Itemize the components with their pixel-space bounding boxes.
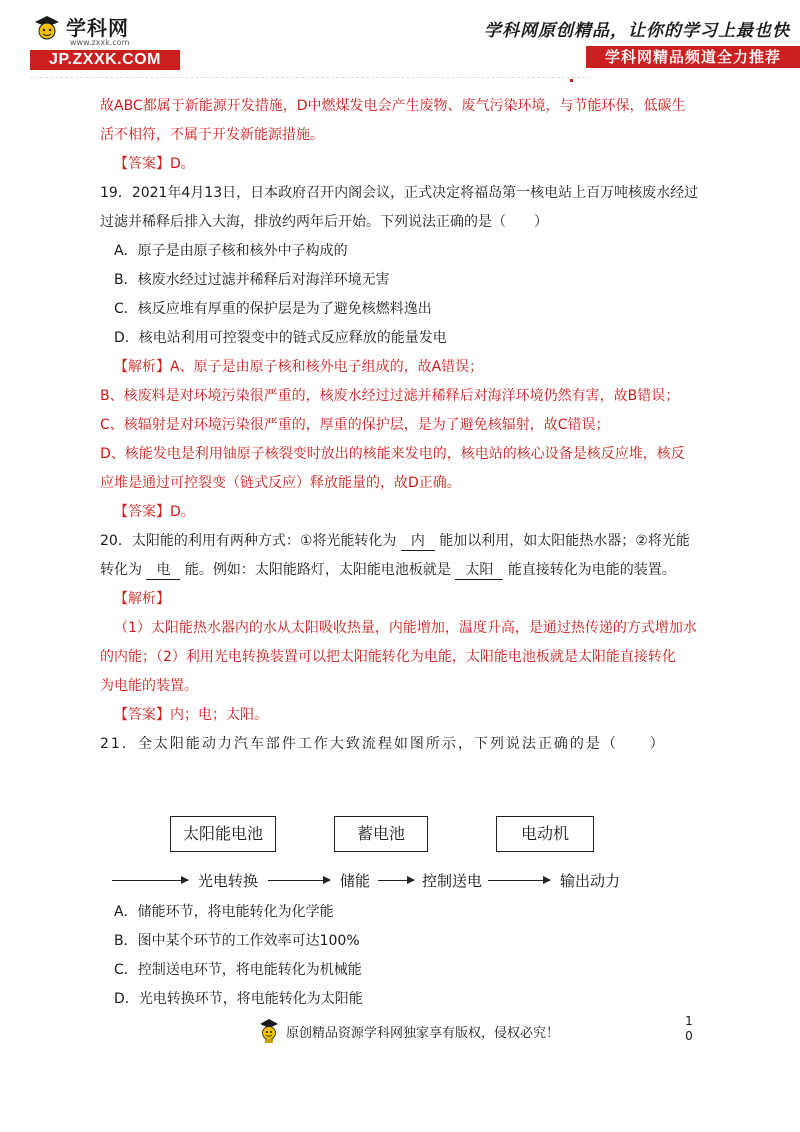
explanation-line: 故ABC都属于新能源开发措施，D中燃煤发电会产生废物、废气污染环境，与节能环保，低碳生 bbox=[100, 98, 686, 114]
brand-domain-bar: JP.ZXXK.COM bbox=[30, 50, 180, 70]
explanation-line: 应堆是通过可控裂变（链式反应）释放能量的，故D正确。 bbox=[100, 475, 461, 491]
explanation-line: （1）太阳能热水器内的水从太阳吸收热量，内能增加，温度升高，是通过热传递的方式增加水 bbox=[114, 620, 697, 636]
option-a: A．原子是由原子核和核外中子构成的 bbox=[114, 243, 348, 259]
header-tagline: 学科网精品频道全力推荐 bbox=[586, 46, 800, 68]
option-c: C．核反应堆有厚重的保护层是为了避免核燃料逸出 bbox=[114, 301, 432, 317]
solar-car-flow-diagram bbox=[112, 812, 652, 892]
flow-step-output: 输出动力 bbox=[560, 872, 621, 890]
answer-line: 【答案】内；电；太阳。 bbox=[114, 707, 268, 723]
brand-url: www.zxxk.com bbox=[70, 38, 130, 47]
q20-blank-3: 太阳 bbox=[455, 561, 503, 580]
explanation-line: 为电能的装置。 bbox=[100, 678, 198, 694]
q20-text: 转化为 bbox=[100, 562, 142, 578]
option-d: D．核电站利用可控裂变中的链式反应释放的能量发电 bbox=[114, 330, 447, 346]
page-footer bbox=[0, 1014, 800, 1054]
question-21-options bbox=[100, 898, 710, 1014]
box-battery: 蓄电池 bbox=[334, 816, 428, 852]
explanation-line: D、核能发电是利用铀原子核裂变时放出的核能来发电的，核电站的核心设备是核反应堆，核反 bbox=[100, 446, 685, 462]
q20-blank-2: 电 bbox=[146, 561, 180, 580]
page-number bbox=[684, 1014, 694, 1044]
header-slogan: 学科网原创精品，让你的学习上最也快 bbox=[484, 21, 790, 41]
box-solar-cell: 太阳能电池 bbox=[170, 816, 276, 852]
q20-text: 20．太阳能的利用有两种方式：①将光能转化为 bbox=[100, 533, 397, 549]
option-a: A．储能环节，将电能转化为化学能 bbox=[114, 904, 334, 920]
explanation-line: B、核废料是对环境污染很严重的，核废水经过过滤并稀释后对海洋环境仍然有害，故B错误； bbox=[100, 388, 680, 404]
option-d: D．光电转换环节，将电能转化为太阳能 bbox=[114, 991, 363, 1007]
flow-arrow bbox=[268, 880, 330, 881]
page-header bbox=[0, 0, 800, 80]
mascot-icon bbox=[258, 1018, 280, 1044]
flow-step-control: 控制送电 bbox=[422, 872, 483, 890]
explanation-line: C、核辐射是对环境污染很严重的，厚重的保护层，是为了避免核辐射，故C错误； bbox=[100, 417, 610, 433]
question-19-stem: 19．2021年4月13日，日本政府召开内阁会议，正式决定将福岛第一核电站上百万吨核废水经过 bbox=[100, 185, 699, 201]
option-c: C．控制送电环节，将电能转化为机械能 bbox=[114, 962, 362, 978]
brand-name: 学科网 bbox=[66, 16, 129, 40]
mascot-icon bbox=[32, 14, 62, 44]
question-20-line2 bbox=[100, 556, 710, 585]
explanation-line: 活不相符，不属于开发新能源措施。 bbox=[100, 127, 324, 143]
flow-step-photoelectric: 光电转换 bbox=[198, 872, 259, 890]
question-19-stem-cont: 过滤并稀释后排入大海，排放约两年后开始。下列说法正确的是（ ） bbox=[100, 214, 548, 230]
question-20-line1 bbox=[100, 527, 710, 556]
flow-arrow bbox=[112, 880, 188, 881]
header-divider bbox=[30, 77, 590, 78]
answer-line: 【答案】D。 bbox=[114, 156, 195, 172]
header-dot bbox=[570, 79, 573, 82]
box-motor: 电动机 bbox=[496, 816, 594, 852]
copyright-notice: 原创精品资源学科网独家享有版权，侵权必究！ bbox=[286, 1026, 560, 1041]
option-b: B．图中某个环节的工作效率可达100% bbox=[114, 933, 360, 949]
flow-arrow bbox=[378, 880, 414, 881]
flow-step-storage: 储能 bbox=[340, 872, 371, 890]
q20-text: 能直接转化为电能的装置。 bbox=[507, 562, 676, 578]
q20-text: 能加以利用，如太阳能热水器；②将光能 bbox=[439, 533, 690, 549]
page-number-digit: 0 bbox=[685, 1029, 693, 1043]
zxxk-logo[interactable] bbox=[30, 12, 180, 70]
explanation-line: 【解析】A、原子是由原子核和核外电子组成的，故A错误； bbox=[114, 359, 484, 375]
question-21-stem: 21．全太阳能动力汽车部件工作大致流程如图所示，下列说法正确的是（ ） bbox=[100, 736, 666, 752]
q20-blank-1: 内 bbox=[401, 532, 435, 551]
explanation-heading: 【解析】 bbox=[114, 591, 170, 607]
flow-arrow bbox=[488, 880, 550, 881]
document-body bbox=[100, 92, 710, 759]
option-b: B．核废水经过过滤并稀释后对海洋环境无害 bbox=[114, 272, 390, 288]
explanation-line: 的内能；（2）利用光电转换装置可以把太阳能转化为电能，太阳能电池板就是太阳能直接转化 bbox=[100, 649, 676, 665]
page-number-digit: 1 bbox=[685, 1014, 693, 1028]
answer-line: 【答案】D。 bbox=[114, 504, 195, 520]
q20-text: 能。例如：太阳能路灯，太阳能电池板就是 bbox=[184, 562, 451, 578]
